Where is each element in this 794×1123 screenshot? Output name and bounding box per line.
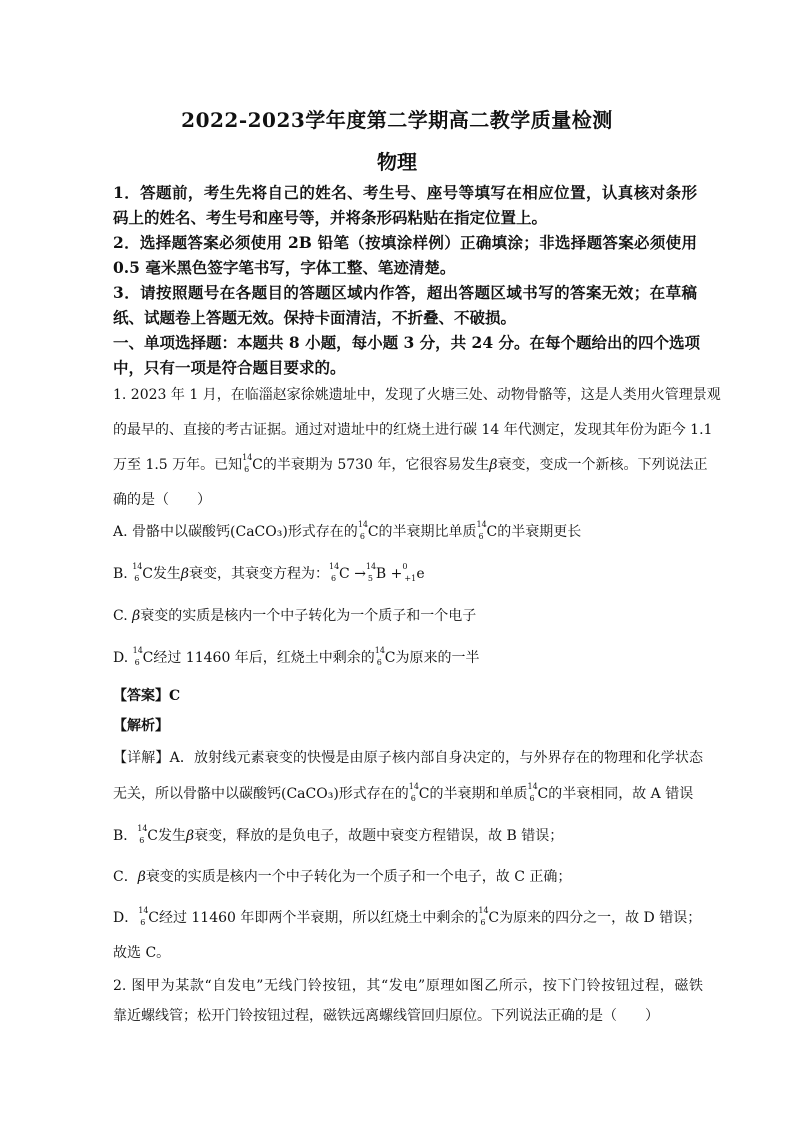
q1-detail-d: D． 14 6 C经过 11460 年即两个半衰期，所以红烧土中剩余的 14 6 C为原来的四分之一，故 D 错误； [113,906,702,927]
instruction-3-line-2: 纸、试题卷上答题无效。保持卡面清洁，不折叠、不破损。 [113,308,517,327]
section-heading-line-2: 中，只有一项是符合题目要求的。 [113,358,346,377]
section-heading-line-1: 一、单项选择题：本题共 8 小题，每小题 3 分，共 24 分。在每个题给出的四个选项 [113,333,701,352]
beta-symbol: β [489,457,498,473]
q1-conclusion: 故选 C。 [113,945,171,961]
q2-stem-line-1: 2. 图甲为某款“自发电”无线门铃按钮，其“发电”原理如图乙所示，按下门铃按钮过程，磁铁 [113,978,703,994]
q1-stem-line-1: 1. 2023 年 1 月，在临淄赵家徐姚遗址中，发现了火塘三处、动物骨骼等，这是人类用火管理景观 [113,387,721,403]
instruction-1-line-2: 码上的姓名、考生号和座号等，并将条形码粘贴在指定位置上。 [113,208,548,227]
q1-detail-c: C．β衰变的实质是核内一个中子转化为一个质子和一个电子，故 C 正确； [113,869,572,885]
q1-stem-line-3: 万至 1.5 万年。已知 14 6 C的半衰期为 5730 年，它很容易发生β衰变，变成一个新核。下列说法正 [113,453,708,474]
q1-answer: 【答案】C [113,688,181,704]
q1-option-a: A. 骨骼中以碳酸钙(CaCO₃)形式存在的 14 6 C的半衰期比单质 14 6 C的半衰期更长 [113,520,582,541]
q2-stem-line-2: 靠近螺线管；松开门铃按钮过程，磁铁远离螺线管回归原位。下列说法正确的是（ ） [113,1008,659,1024]
carbon-14-symbol: 14 6 [242,453,253,474]
instruction-3-line-1: 3．请按照题号在各题目的答题区域内作答，超出答题区域书写的答案无效；在草稿 [113,283,697,302]
q1-detail-a-line-2: 无关，所以骨骼中以碳酸钙(CaCO₃)形式存在的 14 6 C的半衰期和单质 14 6 C的半衰相同，故 A 错误 [113,782,694,803]
q1-option-d: D. 14 6 C经过 11460 年后，红烧土中剩余的 14 6 C为原来的一半 [113,646,480,667]
q1-stem-line-4: 确的是（ ） [113,492,211,508]
subject-title: 物理 [377,150,417,174]
q1-option-c: C. β衰变的实质是核内一个中子转化为一个质子和一个电子 [113,608,477,624]
q1-analysis-heading: 【解析】 [113,718,169,734]
instruction-2-line-2: 0.5 毫米黑色签字笔书写，字体工整、笔迹清楚。 [113,258,456,277]
page-title: 2022-2023学年度第二学期高二教学质量检测 [181,108,613,132]
instruction-2-line-1: 2．选择题答案必须使用 2B 铅笔（按填涂样例）正确填涂；非选择题答案必须使用 [113,233,697,252]
caco3-formula: (CaCO₃) [230,524,288,540]
q1-stem-line-2: 的最早的、直接的考古证据。通过对遗址中的红烧土进行碳 14 年代测定，发现其年份为距今 1.1 [113,422,713,438]
q1-detail-a-line-1: 【详解】A．放射线元素衰变的快慢是由原子核内部自身决定的，与外界存在的物理和化学状态 [113,750,703,766]
instruction-1-line-1: 1．答题前，考生先将自己的姓名、考生号、座号等填写在相应位置，认真核对条形 [113,183,697,202]
q1-detail-b: B． 14 6 C发生β衰变，释放的是负电子，故题中衰变方程错误，故 B 错误； [113,824,564,845]
q1-option-b: B. 14 6 C发生β衰变，其衰变方程为： 14 6 C → 14 5 B + 0 +1 e [113,562,425,583]
